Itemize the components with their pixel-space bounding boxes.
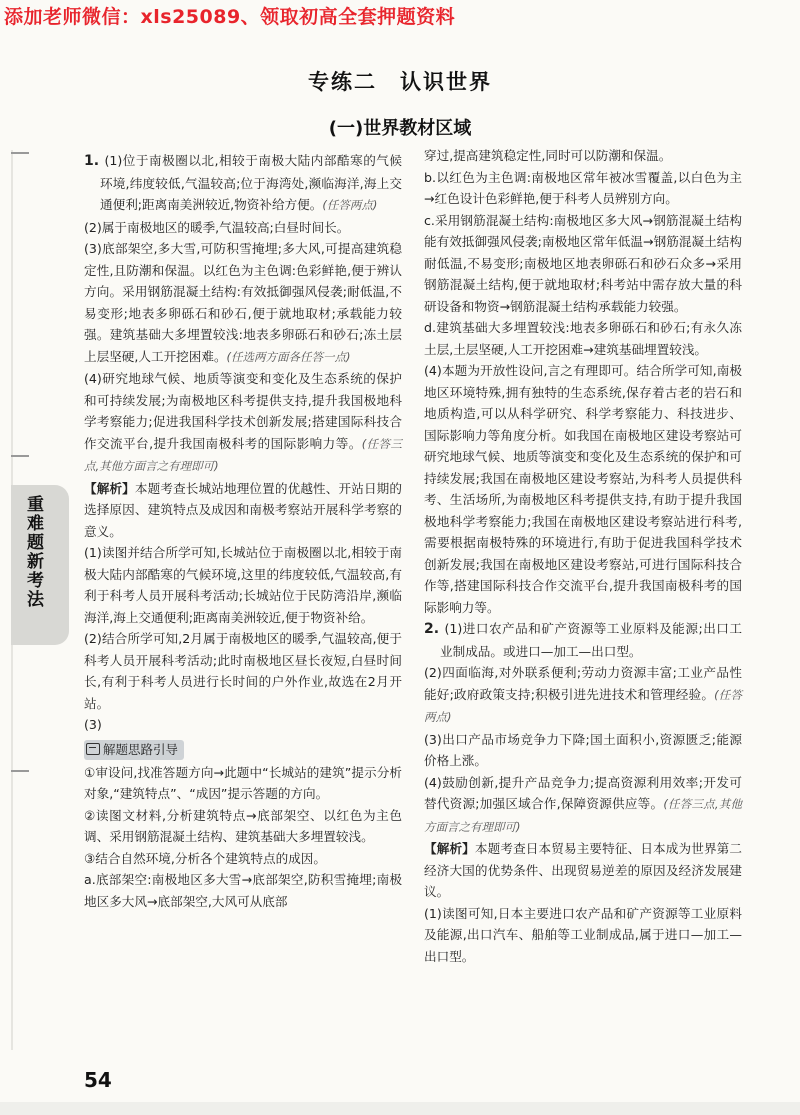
page-title: 专练二 认识世界 [308, 70, 492, 94]
answer-paragraph [424, 662, 742, 729]
answer-paragraph [424, 167, 742, 210]
answer-paragraph [84, 368, 402, 478]
paragraph-text: (4)本题为开放性设问,言之有理即可。结合所学可知,南极地区环境特殊,拥有独特的生态系统,保存着古老的岩石和地质构造,可以从科学研究、科学考察能力、科技进步、国际影响力等角度分析。如我国在南极地区建设考察站可研究地球气候、地质等演变和变化及生态系统的保护和可持续发展;我国在南极地区建设考察站,为科考人员提供科考、生活场所,为南极地区科考提供支持,有助于提升我国极地科学考察能力;我国在南极地区建设考察站进行科考,需要根据南极特殊的环境进行,有助于促进我国科学技术创新发展;我国在南极地区建设考察站,可进行国际科技合作等,搭建国际科技合作交流平台,提升我国南极科考的国际影响力等。 [424, 363, 742, 615]
answer-paragraph [84, 478, 402, 543]
analysis-tag: 【解析】 [424, 841, 475, 856]
paragraph-text: ②读图文材料,分析建筑特点→底部架空、以红色为主色调、采用钢筋混凝土结构、建筑基础大多埋置较浅。 [84, 807, 402, 844]
pencil-note-icon [86, 743, 100, 755]
paragraph-text: (3)底部架空,多大雪,可防积雪掩埋;多大风,可提高建筑稳定性,且防潮和保温。以红色为主色调:色彩鲜艳,便于辨认方向。采用钢筋混凝土结构:有效抵御强风侵袭;耐低温,不易变形;地表多卵砾石和砂石,便于就地取材;承载能力较强。建筑基础大多埋置较浅:地表多卵砾石和砂石;冻土层上层坚硬,人工开挖困难。 [84, 241, 402, 364]
answer-paragraph [424, 145, 742, 167]
answer-paragraph [84, 848, 402, 870]
paragraph-text: ③结合自然环境,分析各个建筑特点的成因。 [84, 850, 326, 866]
paragraph-text: ①审设问,找准答题方向→此题中“长城站的建筑”提示分析对象,“建筑特点”、“成因”提示答题的方向。 [84, 764, 402, 801]
answer-paragraph [424, 838, 742, 903]
paragraph-text: (1)读图并结合所学可知,长城站位于南极圈以北,相较于南极大陆内部酷寒的气候环境,这里的纬度较低,气温较高,有利于科考人员开展科考活动;长城站位于民防湾沿岸,濒临海洋,海上交通便利;距离南美洲较近,便于物资补给。 [84, 545, 402, 625]
page-number: 54 [84, 1068, 112, 1092]
guide-text: 解题思路引导 [103, 741, 179, 757]
edge-tick [11, 770, 29, 772]
paragraph-text: 本题考查日本贸易主要特征、日本成为世界第二经济大国的优势条件、出现贸易逆差的原因及经济发展建议。 [424, 841, 743, 899]
edge-tick [11, 455, 29, 457]
answer-paragraph [424, 618, 742, 662]
paragraph-text: (4)研究地球气候、地质等演变和变化及生态系统的保护和可持续发展;为南极地区科考提供支持,提升我国极地科学考察能力;促进我国科学技术创新发展;搭建国际科技合作交流平台,提升我国南极科考的国际影响力等。 [84, 371, 402, 451]
answer-paragraph [84, 805, 402, 848]
scoring-note: (任答两点) [424, 687, 742, 724]
edge-tick [11, 152, 29, 154]
paragraph-text: (2)结合所学可知,2月属于南极地区的暖季,气温较高,便于科考人员开展科考活动;此时南极地区昼长夜短,白昼时间长,有利于科考人员进行长时间的户外作业,故选在2月开站。 [84, 631, 402, 711]
scoring-note: (任答三点,其他方面言之有理即可) [424, 797, 742, 834]
question-number: 1. [84, 153, 105, 169]
answer-paragraph [84, 150, 402, 217]
answer-paragraph [424, 903, 742, 968]
paragraph-text: b.以红色为主色调:南极地区常年被冰雪覆盖,以白色为主→红色设计色彩鲜艳,便于科考人员辨别方向。 [424, 169, 742, 206]
scoring-note: (任答三点,其他方面言之有理即可) [84, 436, 402, 473]
paragraph-text: d.建筑基础大多埋置较浅:地表多卵砾石和砂石;有永久冻土层,土层坚硬,人工开挖困难→建筑基础埋置较浅。 [424, 320, 742, 357]
answer-paragraph [84, 869, 402, 912]
paragraph-text: (2)四面临海,对外联系便利;劳动力资源丰富;工业产品性能好;政府政策支持;积极引进先进技术和管理经验。 [424, 665, 742, 702]
sidebar-label: 重难题新考法 [23, 495, 43, 609]
analysis-tag: 【解析】 [84, 480, 135, 496]
paragraph-text: a.底部架空:南极地区多大雪→底部架空,防积雪掩埋;南极地区多大风→底部架空,大风可从底部 [84, 872, 402, 909]
paragraph-text: 穿过,提高建筑稳定性,同时可以防潮和保温。 [424, 148, 672, 163]
answer-paragraph [424, 360, 742, 618]
paragraph-text: c.采用钢筋混凝土结构:南极地区多大风→钢筋混凝土结构能有效抵御强风侵袭;南极地区常年低温→钢筋混凝土结构耐低温,不易变形;南极地区地表卵砾石和砂石众多→采用钢筋混凝土结构,便于就地取材;科考站中需存放大量的科研设备和物资→钢筋混凝土结构承载能力较强。 [424, 212, 742, 314]
right-column [424, 145, 742, 967]
paragraph-text: (4)鼓励创新,提升产品竞争力;提高资源利用效率;开发可替代资源;加强区域合作,保障资源供应等。 [424, 774, 742, 811]
answer-paragraph [84, 238, 402, 368]
answer-paragraph [84, 542, 402, 628]
paragraph-text: 本题考查长城站地理位置的优越性、开站日期的选择原因、建筑特点及成因和南极考察站开展科学考察的意义。 [84, 480, 403, 539]
paragraph-text: (1)位于南极圈以北,相较于南极大陆内部酷寒的气候环境,纬度较低,气温较高;位于海湾处,濒临海洋,海上交通便利;距离南美洲较近,物资补给方便。 [100, 153, 403, 212]
answer-paragraph [424, 317, 742, 360]
paragraph-text: (2)属于南极地区的暖季,气温较高;白昼时间长。 [84, 219, 350, 235]
left-column [84, 150, 402, 912]
answer-paragraph [84, 762, 402, 805]
bottom-scan-edge [0, 1102, 800, 1115]
answer-paragraph [84, 714, 402, 736]
watermark-banner: 添加老师微信：xls25089、领取初高全套押题资料 [4, 6, 456, 28]
paragraph-text: (1)读图可知,日本主要进口农产品和矿产资源等工业原料及能源,出口汽车、船舶等工业制成品,属于进口—加工—出口型。 [424, 905, 742, 964]
answer-paragraph [84, 217, 402, 239]
paragraph-text: (1)进口农产品和矿产资源等工业原料及能源;出口工业制成品。或进口—加工—出口型。 [440, 621, 742, 659]
paragraph-text: (3)出口产品市场竞争力下降;国土面积小,资源匮乏;能源价格上涨。 [424, 731, 742, 768]
page-subtitle: (一)世界教材区域 [328, 118, 472, 139]
scoring-note: (任答两点) [322, 198, 378, 212]
answer-paragraph [424, 729, 742, 772]
paragraph-text: (3) [84, 717, 102, 732]
answer-paragraph [424, 210, 742, 318]
answer-paragraph [424, 772, 742, 839]
scoring-note: (任选两方面各任答一点) [226, 349, 351, 364]
question-number: 2. [424, 621, 445, 637]
solution-guide-label [84, 740, 184, 760]
answer-paragraph [84, 628, 402, 714]
